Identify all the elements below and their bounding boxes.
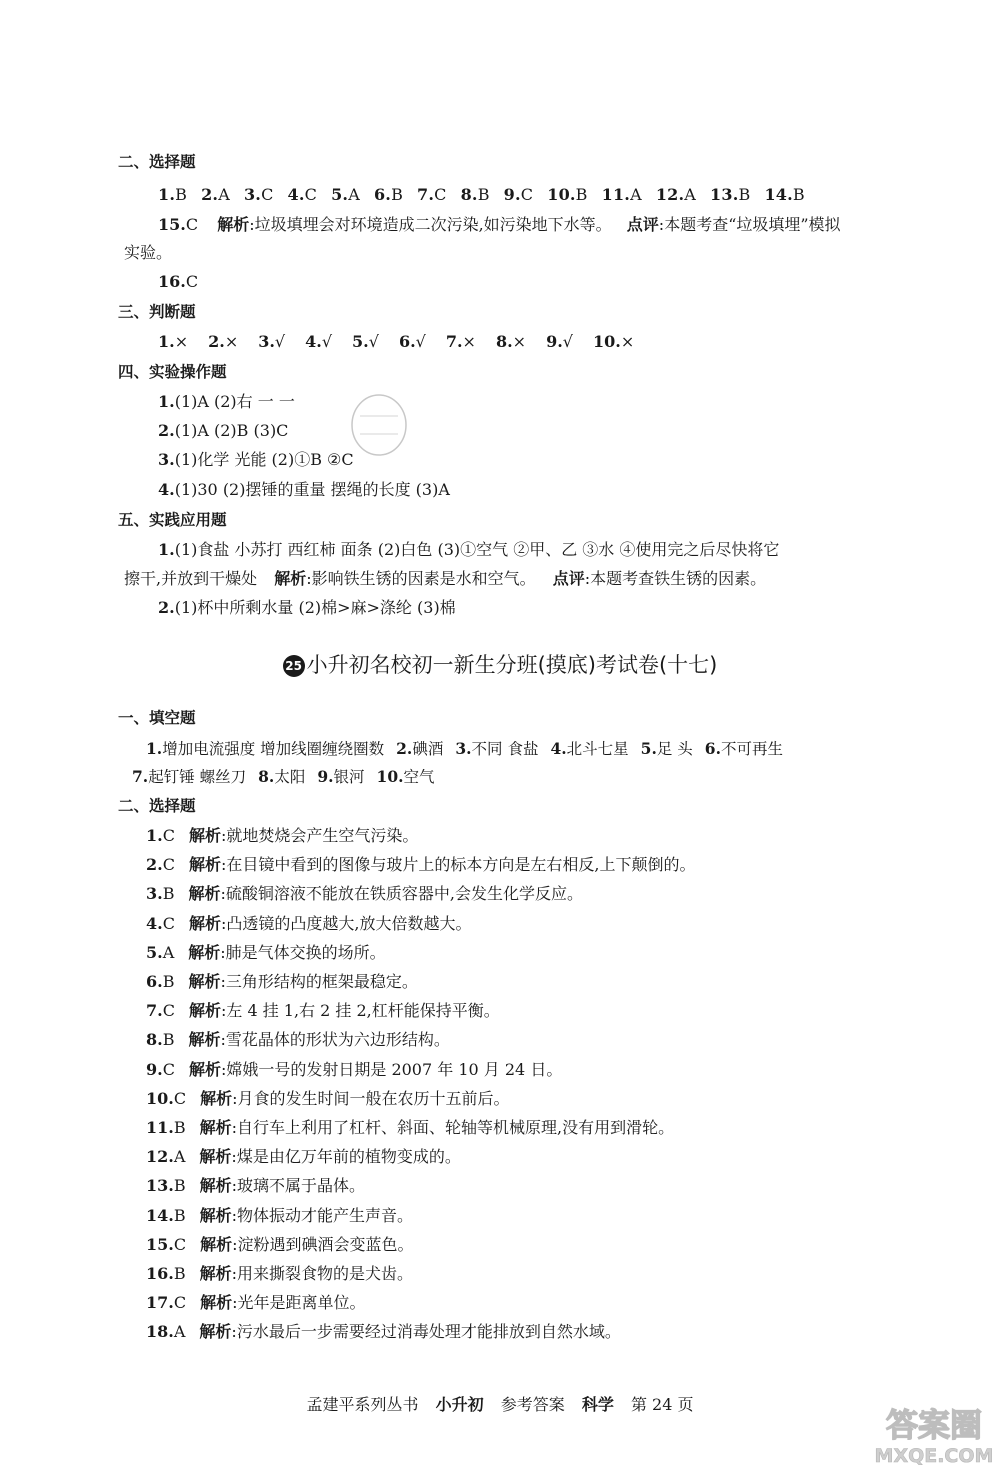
section-heading-fill: 一、填空题	[118, 709, 196, 727]
answer-text: 增加电流强度 增加线圈缠绕圈数	[162, 740, 385, 758]
answer-letter: B	[162, 1030, 175, 1050]
footer-level: 小升初	[435, 1395, 484, 1414]
question-number: 3.	[455, 739, 472, 758]
question-number: 4.	[305, 332, 322, 351]
answer-letter: B	[173, 1176, 186, 1196]
analysis-label: 解析	[188, 942, 221, 962]
practice-q2	[158, 596, 456, 620]
footer-type: 参考答案	[500, 1395, 565, 1414]
answer-text: 不同 食盐	[471, 740, 539, 758]
answer-text: 起钉锤 螺丝刀	[148, 768, 247, 786]
analysis-text: :硫酸铜溶液不能放在铁质容器中,会发生化学反应。	[220, 884, 583, 904]
analysis-label: 解析	[199, 1118, 232, 1137]
analysis-label: 解析	[188, 826, 221, 845]
judge-answer-item	[158, 332, 188, 351]
choice-analysis-item	[146, 882, 583, 906]
fill-answer-item	[377, 768, 435, 786]
comment-label: 点评	[552, 569, 585, 588]
experiment-q4	[158, 478, 450, 502]
choice-answer-item	[656, 185, 696, 204]
analysis-text: :光年是距离单位。	[232, 1293, 366, 1313]
answer-text: 银河	[333, 768, 365, 786]
question-number: 2.	[396, 739, 413, 758]
answer-letter: C	[162, 826, 175, 845]
question-number: 5.	[352, 332, 369, 351]
question-number: 3.	[158, 450, 175, 469]
choice-answer-item	[461, 185, 490, 204]
answer-letter: C	[173, 1088, 187, 1108]
experiment-q1	[158, 390, 295, 414]
fill-answer-item	[641, 740, 693, 758]
answer-letter: C	[304, 185, 318, 204]
question-number: 4.	[287, 185, 305, 204]
answer-letter: B	[173, 1205, 186, 1225]
question-number: 4.	[146, 913, 163, 933]
analysis-text: :雪花晶体的形状为六边形结构。	[220, 1030, 450, 1050]
analysis-label: 解析	[200, 1088, 233, 1108]
judge-mark: ×	[174, 332, 189, 351]
exam-number-badge: 25	[283, 655, 305, 677]
fill-answers-line1	[146, 737, 795, 761]
answer-letter: B	[175, 185, 188, 204]
judge-mark: √	[562, 332, 573, 351]
fill-answer-item	[146, 740, 384, 758]
section-heading-judge: 三、判断题	[118, 303, 196, 321]
fill-answer-item	[550, 740, 628, 758]
answer-text: 擦干,并放到干燥处	[124, 569, 258, 588]
question-number: 10.	[592, 332, 621, 351]
answer-letter: A	[218, 185, 230, 204]
question-number: 3.	[258, 332, 275, 351]
answer-letter: C	[173, 1293, 187, 1313]
choice-analysis-item	[146, 970, 418, 994]
judge-answer-item	[305, 332, 332, 351]
question-number: 3.	[243, 185, 262, 204]
answer-text: (1)30 (2)摆锤的重量 摆绳的长度 (3)A	[174, 480, 450, 499]
answer-text: (1)食盐 小苏打 西红柿 面条 (2)白色 (3)①空气 ②甲、乙 ③水 ④使用完之后尽快将它	[174, 540, 780, 559]
answer-letter: B	[575, 185, 588, 204]
q16-answer-line	[158, 270, 198, 294]
answer-letter: C	[261, 185, 274, 204]
question-number: 13.	[710, 185, 739, 204]
question-number: 8.	[146, 1030, 163, 1050]
question-number: 10.	[547, 185, 576, 204]
choice-answer-item	[417, 185, 447, 204]
analysis-text: :左 4 挂 1,右 2 挂 2,杠杆能保持平衡。	[220, 1001, 500, 1021]
analysis-label: 解析	[199, 1322, 232, 1342]
answer-text: (1)化学 光能 (2)①B ②C	[174, 450, 354, 469]
choice-analysis-item	[146, 1174, 365, 1198]
judge-answer-item	[593, 332, 634, 351]
question-number: 4.	[550, 739, 567, 758]
choice-answer-item	[331, 185, 360, 204]
analysis-label: 解析	[188, 1059, 221, 1079]
question-number: 5.	[640, 739, 657, 758]
analysis-text: :凸透镜的凸度越大,放大倍数越大。	[220, 913, 472, 933]
choice-analysis-item	[146, 1233, 414, 1257]
analysis-label: 解析	[188, 1001, 221, 1021]
answer-letter: A	[173, 1322, 186, 1342]
answer-letter: B	[738, 185, 751, 204]
analysis-label: 解析	[199, 1264, 232, 1283]
question-number: 13.	[146, 1176, 174, 1196]
question-number: 17.	[146, 1293, 174, 1313]
choice-analysis-item	[146, 1204, 413, 1228]
analysis-label: 解析	[200, 1293, 233, 1313]
answer-letter: C	[162, 1001, 175, 1021]
question-number: 8.	[460, 185, 478, 204]
svg-text:答案圈: 答案圈	[885, 1406, 983, 1444]
fill-answer-item	[317, 768, 364, 786]
question-number: 7.	[445, 332, 463, 351]
analysis-text: :污水最后一步需要经过消毒处理才能排放到自然水域。	[231, 1322, 621, 1342]
judge-mark: ×	[462, 332, 476, 351]
analysis-text: :玻璃不属于晶体。	[231, 1176, 366, 1196]
question-number: 2.	[201, 185, 219, 204]
analysis-label: 解析	[199, 1205, 232, 1225]
judge-answer-item	[399, 332, 426, 351]
choice-answer-item	[547, 185, 587, 204]
answer-letter: C	[185, 215, 199, 234]
analysis-text: :淀粉遇到碘酒会变蓝色。	[232, 1234, 414, 1254]
choice-answer-item	[374, 185, 403, 204]
experiment-q2	[158, 419, 288, 443]
question-number: 14.	[146, 1205, 174, 1225]
question-number: 6.	[146, 972, 163, 991]
choice-answers-row	[158, 183, 819, 207]
question-number: 3.	[146, 884, 163, 904]
analysis-text: :自行车上利用了杠杆、斜面、轮轴等机械原理,没有用到滑轮。	[231, 1118, 675, 1137]
answer-letter: A	[630, 185, 642, 204]
analysis-text: :影响铁生锈的因素是水和空气。	[306, 569, 536, 588]
question-number: 9.	[146, 1059, 163, 1079]
question-number: 1.	[158, 185, 176, 204]
analysis-label: 解析	[274, 569, 307, 588]
question-number: 5.	[146, 942, 163, 962]
question-number: 6.	[398, 332, 416, 351]
judge-answer-item	[258, 332, 285, 351]
analysis-text: :物体振动才能产生声音。	[231, 1205, 414, 1225]
analysis-text: :三角形结构的框架最稳定。	[220, 972, 418, 991]
question-number: 6.	[704, 739, 721, 758]
question-number: 15.	[146, 1234, 174, 1254]
question-number: 9.	[317, 767, 334, 786]
fill-answers-line2	[132, 765, 447, 789]
choice-answer-item	[158, 185, 187, 204]
judge-mark: √	[368, 332, 379, 351]
judge-answer-item	[446, 332, 476, 351]
fill-answer-item	[258, 768, 305, 786]
answer-letter: C	[162, 855, 175, 875]
choice-answer-item	[288, 185, 318, 204]
analysis-label: 解析	[199, 1147, 232, 1167]
fill-answer-item	[132, 768, 246, 786]
comment-label: 点评	[626, 215, 659, 234]
svg-text:MXQE.COM: MXQE.COM	[874, 1445, 994, 1467]
choice-analysis-item	[146, 1145, 461, 1169]
choice-answer-item	[710, 185, 750, 204]
q15-answer-line	[158, 213, 841, 237]
question-number: 1.	[146, 826, 163, 845]
choice-answer-item	[504, 185, 534, 204]
answer-letter: A	[348, 185, 360, 204]
answer-letter: B	[162, 884, 175, 904]
section-heading-choice-2: 二、选择题	[118, 797, 196, 815]
fill-answer-item	[396, 740, 443, 758]
judge-answer-item	[352, 332, 379, 351]
footer-subject: 科学	[581, 1395, 614, 1414]
question-number: 12.	[146, 1147, 174, 1167]
choice-analysis-item	[146, 1320, 621, 1344]
question-number: 1.	[146, 739, 163, 758]
question-number: 1.	[158, 392, 175, 411]
judge-mark: ×	[620, 332, 635, 351]
choice-answer-item	[602, 185, 642, 204]
experiment-q3	[158, 448, 354, 472]
analysis-label: 解析	[188, 884, 221, 904]
answer-text: 北斗七星	[566, 740, 629, 758]
answer-letter: B	[792, 185, 805, 204]
question-number: 2.	[208, 332, 225, 351]
question-number: 15.	[158, 215, 186, 234]
answer-text: (1)杯中所剩水量 (2)棉>麻>涤纶 (3)棉	[174, 598, 456, 617]
analysis-label: 解析	[217, 215, 250, 234]
answer-letter: B	[173, 1118, 186, 1137]
analysis-text: :嫦娥一号的发射日期是 2007 年 10 月 24 日。	[220, 1059, 563, 1079]
choice-analysis-item	[146, 1058, 562, 1082]
fill-answer-item	[705, 740, 783, 758]
question-number: 8.	[495, 332, 513, 351]
judge-mark: ×	[512, 332, 527, 351]
answer-letter: C	[434, 185, 447, 204]
question-number: 9.	[546, 332, 563, 351]
question-number: 14.	[764, 185, 793, 204]
watermark-logo	[870, 1400, 998, 1468]
analysis-text: :就地焚烧会产生空气污染。	[220, 826, 419, 845]
question-number: 12.	[655, 185, 685, 204]
question-number: 9.	[503, 185, 521, 204]
question-number: 10.	[146, 1088, 174, 1108]
judge-mark: √	[321, 332, 333, 351]
analysis-label: 解析	[188, 972, 221, 991]
question-number: 16.	[146, 1264, 174, 1283]
choice-answer-item	[244, 185, 274, 204]
analysis-label: 解析	[199, 1176, 232, 1196]
question-number: 4.	[158, 480, 175, 499]
section-heading-choice: 二、选择题	[118, 153, 196, 171]
q15-continuation: 实验。	[124, 243, 173, 262]
judge-mark: √	[274, 332, 286, 351]
question-number: 11.	[146, 1118, 174, 1137]
answer-letter: A	[684, 185, 697, 204]
question-number: 2.	[158, 598, 175, 617]
question-number: 7.	[146, 1001, 163, 1021]
answer-letter: C	[162, 1059, 175, 1079]
choice-analysis-item	[146, 912, 471, 936]
judge-answers-row	[158, 330, 654, 354]
question-number: 18.	[146, 1322, 174, 1342]
choice-analysis-item	[146, 1262, 413, 1286]
choice-analysis-item	[146, 824, 418, 848]
answer-letter: B	[173, 1264, 186, 1283]
choice-answer-item	[201, 185, 230, 204]
choice-analysis-item	[146, 999, 500, 1023]
question-number: 5.	[331, 185, 349, 204]
answer-letter: B	[391, 185, 404, 204]
answer-letter: B	[477, 185, 490, 204]
practice-q1-line1	[158, 538, 779, 562]
section-heading-experiment: 四、实验操作题	[118, 363, 227, 381]
answer-letter: B	[162, 972, 175, 991]
page-footer	[0, 1392, 1000, 1415]
fill-answer-item	[455, 740, 538, 758]
question-number: 7.	[417, 185, 435, 204]
answer-letter: C	[520, 185, 534, 204]
answer-letter: C	[162, 913, 175, 933]
answer-letter: A	[162, 942, 175, 962]
footer-series: 孟建平系列丛书	[306, 1395, 419, 1414]
choice-analysis-item	[146, 1116, 674, 1140]
answer-text: 不可再生	[720, 740, 783, 758]
analysis-text: :用来撕裂食物的是犬齿。	[231, 1264, 414, 1283]
answer-text: 空气	[403, 768, 435, 786]
analysis-label: 解析	[188, 855, 221, 875]
answer-letter: A	[173, 1147, 186, 1167]
question-number: 2.	[146, 855, 163, 875]
question-number: 8.	[258, 767, 275, 786]
judge-answer-item	[208, 332, 238, 351]
answer-text: 碘酒	[412, 740, 444, 758]
analysis-text: :肺是气体交换的场所。	[220, 942, 386, 962]
section-heading-practice: 五、实践应用题	[118, 511, 227, 529]
judge-mark: ×	[224, 332, 239, 351]
analysis-text: :垃圾填埋会对环境造成二次污染,如污染地下水等。	[249, 215, 612, 234]
analysis-text: :在目镜中看到的图像与玻片上的标本方向是左右相反,上下颠倒的。	[220, 855, 696, 875]
answer-letter: C	[173, 1234, 187, 1254]
choice-analysis-item	[146, 1028, 450, 1052]
exam-section-title	[0, 650, 1000, 680]
analysis-text: :煤是由亿万年前的植物变成的。	[231, 1147, 461, 1167]
judge-answer-item	[496, 332, 526, 351]
answer-text: 太阳	[274, 768, 306, 786]
choice-answer-item	[764, 185, 804, 204]
choice-analysis-item	[146, 941, 386, 965]
choice-analysis-item	[146, 1087, 510, 1111]
answer-text: 足 头	[656, 740, 693, 758]
faint-stamp-mark	[348, 392, 410, 458]
question-number: 2.	[158, 421, 175, 440]
question-number: 6.	[373, 185, 392, 204]
question-number: 16.	[158, 272, 186, 291]
answer-text: (1)A (2)B (3)C	[174, 421, 289, 440]
question-number: 10.	[376, 767, 404, 786]
answer-text: (1)A (2)右 一 一	[174, 392, 295, 411]
analysis-label: 解析	[188, 913, 221, 933]
footer-page-number: 第 24 页	[630, 1395, 694, 1414]
choice-analysis-item	[146, 853, 695, 877]
analysis-label: 解析	[188, 1030, 221, 1050]
choice-analysis-item	[146, 1291, 366, 1315]
analysis-text: :月食的发生时间一般在农历十五前后。	[232, 1088, 510, 1108]
question-number: 1.	[158, 332, 175, 351]
question-number: 7.	[132, 767, 149, 786]
question-number: 1.	[158, 540, 175, 559]
analysis-label: 解析	[200, 1234, 233, 1254]
comment-text: :本题考查“垃圾填埋”模拟	[658, 215, 841, 234]
judge-mark: √	[415, 332, 426, 351]
comment-text: :本题考查铁生锈的因素。	[584, 569, 767, 588]
question-number: 11.	[601, 185, 631, 204]
exam-title-text: 小升初名校初一新生分班(摸底)考试卷(十七)	[306, 653, 718, 677]
answer-letter: C	[185, 272, 199, 291]
judge-answer-item	[546, 332, 573, 351]
practice-q1-line2	[124, 567, 766, 591]
